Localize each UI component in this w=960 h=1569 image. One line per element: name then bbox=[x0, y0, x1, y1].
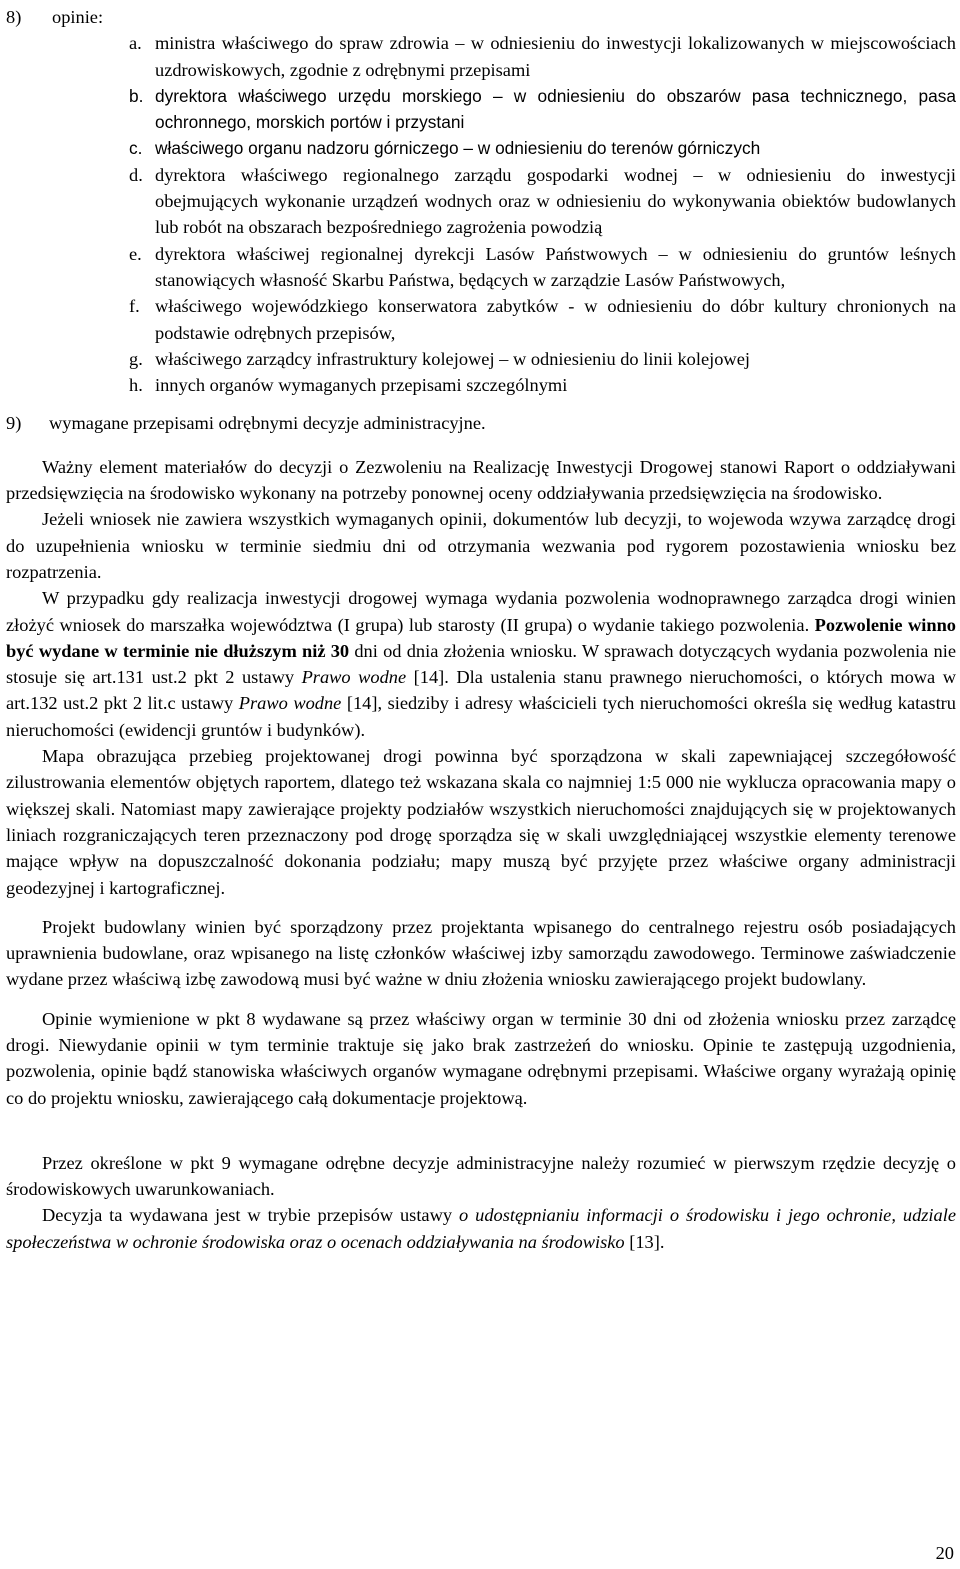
italic-prawo-wodne: Prawo wodne bbox=[301, 667, 407, 688]
item-9 bbox=[6, 410, 956, 436]
list-item: d. dyrektora właściwego regionalnego zarządu gospodarki wodnej – w odniesieniu do inwestycji obejmujących wykonanie urządzeń wodnych oraz w odniesieniu do wykonywania obiektów budowlanych lub robót na obszarach bezpośredniego zagrożenia powodzią bbox=[129, 164, 956, 238]
page-number: 20 bbox=[935, 1543, 954, 1563]
list-item: f. właściwego wojewódzkiego konserwatora zabytków - w odniesieniu do dóbr kultury chronionych na podstawie odrębnych przepisów, bbox=[129, 296, 956, 343]
paragraph-decyzja-tryb: Decyzja ta wydawana jest w trybie przepisów ustawy o udostępnianiu informacji o środowisku i jego ochronie, udziale społeczeństwa w ochronie środowiska oraz o ocenach oddziaływania na środowisko [13]. bbox=[6, 1205, 956, 1252]
paragraph-projekt: Projekt budowlany winien być sporządzony przez projektanta wpisanego do centralnego rejestru osób posiadających uprawnienia budowlane, oraz wpisanego na listę członków właściwej izby samorządu zawodowego. Terminowe zaświadczenie wydane przez właściwą izbę zawodową musi być ważne w dniu złożenia wniosku zawierającego projekt budowlany. bbox=[6, 916, 956, 990]
bold-deadline: Pozwolenie winno być wydane w terminie nie dłuższym niż 30 bbox=[6, 614, 957, 661]
list-item: g. właściwego zarządcy infrastruktury kolejowej – w odniesieniu do linii kolejowej bbox=[129, 348, 750, 369]
paragraph-pozwolenie: W przypadku gdy realizacja inwestycji drogowej wymaga wydania pozwolenia wodnoprawnego zarządca drogi winien złożyć wniosek do marszałka województwa (I grupa) lub starosty (II grupa) o wydanie takiego pozwolenia. Pozwolenie winno być wydane w terminie nie dłuższym niż 30 dni od dnia złożenia wniosku. W sprawach dotyczących wydania pozwolenia nie stosuje się art.131 ust.2 pkt 2 ustawy Prawo wodne [14]. Dla ustalenia stanu prawnego nieruchomości, o których mowa w art.132 ust.2 pkt 2 lit.c ustawy Prawo wodne [14], siedziby i adresy właścicieli tych nieruchomości określa się według katastru nieruchomości (ewidencji gruntów i budynków). bbox=[6, 588, 957, 740]
italic-prawo-wodne: Prawo wodne bbox=[238, 693, 342, 714]
paragraph-raport: Ważny element materiałów do decyzji o Zezwoleniu na Realizację Inwestycji Drogowej stanowi Raport o oddziaływani przedsięwzięcia na środowisko wykonany na potrzeby ponownej oceny oddziaływania przedsięwzięcia na środowisko. bbox=[6, 456, 956, 504]
paragraph-wniosek: Jeżeli wniosek nie zawiera wszystkich wymaganych opinii, dokumentów lub decyzji, to wojewoda wzywa zarządcę drogi do uzupełnienia wniosku w terminie siedmiu dni od otrzymania wezwania pod rygorem pozostawienia wniosku bez rozpatrzenia. bbox=[6, 509, 956, 582]
item-8 bbox=[6, 4, 956, 398]
item-9-label: 9) bbox=[6, 413, 22, 434]
list-item: b. dyrektora właściwego urzędu morskiego – w odniesieniu do obszarów pasa technicznego, pasa ochronnego, morskich portów i przystani bbox=[129, 85, 956, 133]
paragraph-mapa: Mapa obrazująca przebieg projektowanej drogi powinna być sporządzona w skali zapewniającej szczegółowość zilustrowania elementów objętych raportem, dlatego też wskazana skala co najmniej 1:5 000 nie wyklucza opracowania mapy o większej skali. Natomiast mapy zawierające projekty podziałów wszystkich nieruchomości znajdujących się w projektowanych liniach rozgraniczających teren przeznaczony pod drogę sporządza się w skali uwzględniającej wszystkie elementy terenowe mające wpływ na dopuszczalność dokonania podziału; mapy muszą być przyjęte przez właściwe organy administracji geodezyjnej i kartograficznej. bbox=[6, 746, 956, 898]
item-8-title: opinie: bbox=[52, 7, 104, 27]
list-item: e. dyrektora właściwej regionalnej dyrekcji Lasów Państwowych – w odniesieniu do gruntów leśnych stanowiących własność Skarbu Państwa, będących w zarządzie Lasów Państwowych, bbox=[129, 243, 956, 290]
list-item: h. innych organów wymaganych przepisami szczególnymi bbox=[129, 375, 568, 396]
list-item: c. właściwego organu nadzoru górniczego – w odniesieniu do terenów górniczych bbox=[129, 138, 761, 159]
item-8-label: 8) bbox=[6, 7, 22, 27]
item-9-text: wymagane przepisami odrębnymi decyzje administracyjne. bbox=[49, 413, 486, 434]
paragraph-decyzje: Przez określone w pkt 9 wymagane odrębne decyzje administracyjne należy rozumieć w pierwszym rzędzie decyzję o środowiskowych uwarunkowaniach. bbox=[6, 1152, 956, 1200]
italic-ustawa-title: o udostępnianiu informacji o środowisku i jego ochronie, udziale społeczeństwa w ochronie środowiska oraz o ocenach oddziaływania na środowisko bbox=[6, 1205, 956, 1252]
list-item: a. ministra właściwego do spraw zdrowia – w odniesieniu do inwestycji lokalizowanych w miejscowościach uzdrowiskowych, zgodnie z odrębnymi przepisami bbox=[129, 33, 956, 80]
document-page bbox=[6, 4, 956, 1255]
paragraph-opinie: Opinie wymienione w pkt 8 wydawane są przez właściwy organ w terminie 30 dni od złożenia wniosku przez zarządcę drogi. Niewydanie opinii w tym terminie traktuje się jako brak zastrzeżeń do wniosku. Opinie te zastępują uzgodnienia, pozwolenia, opinie bądź stanowiska właściwych organów wymagane odrębnymi przepisami. Właściwe organy wyrażają opinię co do projektu wniosku, zawierającego całą dokumentacje projektową. bbox=[6, 1008, 956, 1108]
